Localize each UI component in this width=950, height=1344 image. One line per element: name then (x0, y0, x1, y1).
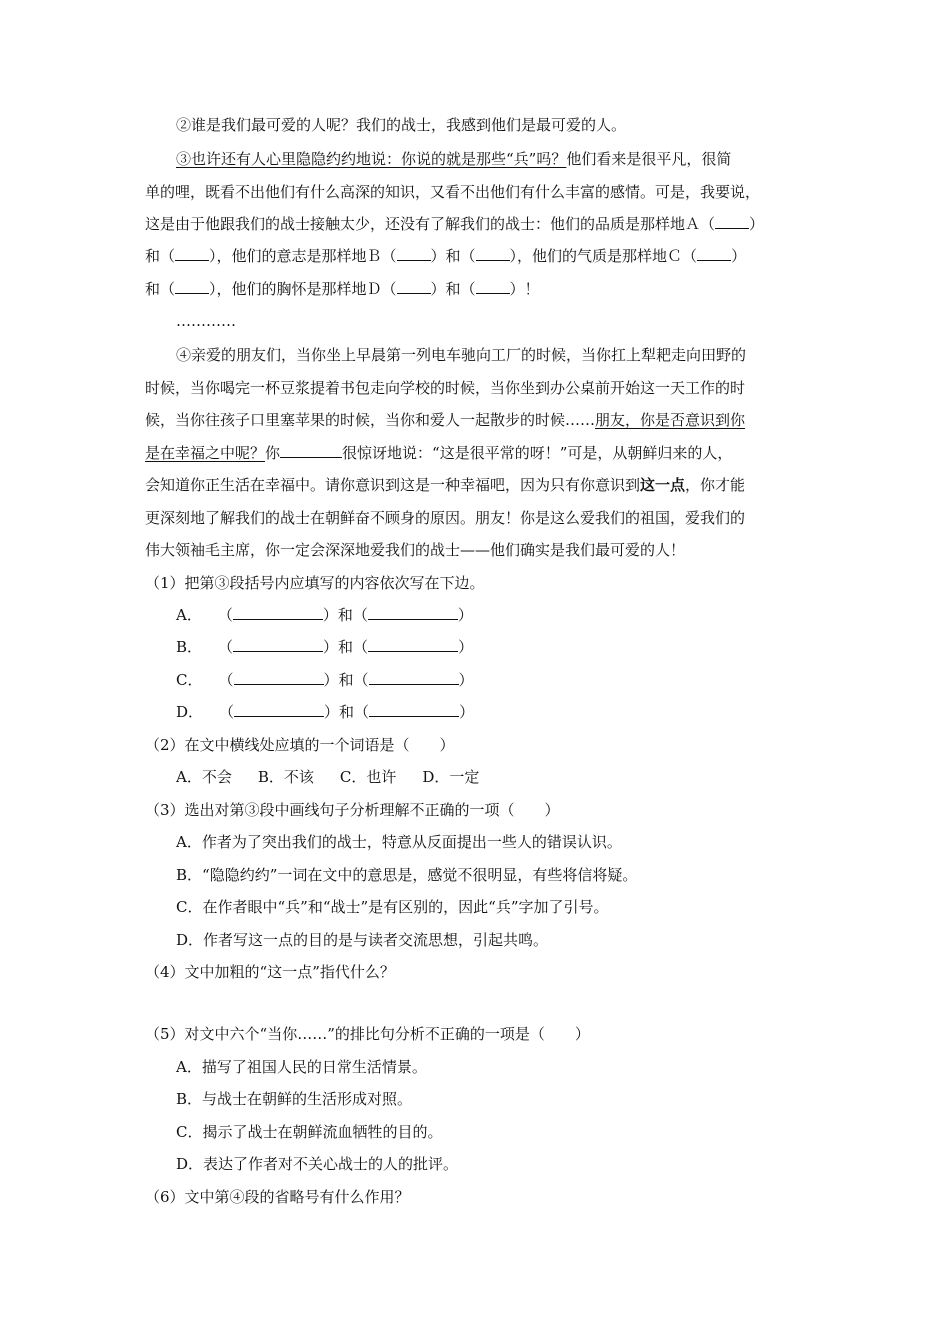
question-3-option-c[interactable]: C．在作者眼中“兵”和“战士”是有区别的，因此“兵”字加了引号。 (176, 898, 609, 916)
blank-b2[interactable] (476, 246, 510, 261)
bold-phrase: 这一点 (640, 476, 686, 494)
question-5-option-a[interactable]: A．描写了祖国人民的日常生活情景。 (176, 1058, 427, 1076)
option-a[interactable]: A．不会 (176, 768, 232, 786)
question-5-option-c[interactable]: C．揭示了战士在朝鲜流血牺牲的目的。 (176, 1123, 443, 1141)
answer-blank-a2[interactable] (368, 605, 458, 620)
answer-blank-c2[interactable] (369, 670, 459, 685)
question-3-option-a[interactable]: A．作者为了突出我们的战士，特意从反面提出一些人的错误认识。 (176, 833, 622, 851)
question-3-option-b[interactable]: B．“隐隐约约”一词在文中的意思是，感觉不很明显，有些将信将疑。 (176, 866, 638, 884)
ellipsis-line: ………… (176, 312, 236, 330)
question-2-stem: （2）在文中横线处应填的一个词语是（ ） (145, 736, 455, 754)
answer-blank-a1[interactable] (233, 605, 323, 620)
word-blank[interactable] (280, 443, 342, 458)
paragraph-4-line-1: ④亲爱的朋友们，当你坐上早晨第一列电车驰向工厂的时候，当你扛上犁耙走向田野的 (176, 346, 747, 364)
underlined-question-part-1: 朋友，你是否意识到你 (595, 411, 746, 429)
answer-blank-d1[interactable] (234, 702, 324, 717)
question-1-stem: （1）把第③段括号内应填写的内容依次写在下边。 (145, 574, 485, 592)
question-5-stem: （5）对文中六个“当你……”的排比句分析不正确的一项是（ ） (145, 1025, 590, 1043)
blank-d1[interactable] (397, 279, 431, 294)
question-1-row-b: B． （ ）和（ ） (176, 638, 474, 656)
blank-d2[interactable] (476, 279, 510, 294)
question-3-stem: （3）选出对第③段中画线句子分析理解不正确的一项（ ） (145, 801, 560, 819)
question-3-option-d[interactable]: D．作者写这一点的目的是与读者交流思想，引起共鸣。 (176, 931, 549, 949)
paragraph-3-line-3: 这是由于他跟我们的战士接触太少，还没有了解我们的战士：他们的品质是那样地Ａ（ ） (145, 215, 765, 233)
answer-blank-b2[interactable] (368, 637, 458, 652)
question-6-stem: （6）文中第④段的省略号有什么作用？ (145, 1188, 410, 1206)
paragraph-4-line-5: 会知道你正生活在幸福中。请你意识到这是一种幸福吧，因为只有你意识到这一点，你才能 (145, 476, 746, 494)
paragraph-4-line-3: 候，当你往孩子口里塞苹果的时候，当你和爱人一起散步的时候……朋友，你是否意识到你 (145, 411, 746, 429)
question-1-row-c: C． （ ）和（ ） (176, 671, 474, 689)
paragraph-2: ②谁是我们最可爱的人呢？我们的战士，我感到他们是最可爱的人。 (176, 116, 627, 134)
question-5-option-d[interactable]: D．表达了作者对不关心战士的人的批评。 (176, 1155, 459, 1173)
answer-blank-c1[interactable] (234, 670, 324, 685)
answer-blank-b1[interactable] (233, 637, 323, 652)
underlined-sentence: ③也许还有人心里隐隐约约地说：你说的就是那些“兵”吗？ (176, 150, 567, 168)
answer-blank-d2[interactable] (369, 702, 459, 717)
paragraph-3-line-4: 和（ ），他们的意志是那样地Ｂ（ ）和（ ），他们的气质是那样地Ｃ（ ） (145, 247, 747, 265)
blank-c1[interactable] (697, 246, 731, 261)
question-2-options (176, 767, 479, 787)
paragraph-4-line-2: 时候，当你喝完一杯豆浆提着书包走向学校的时候，当你坐到办公桌前开始这一天工作的时 (145, 379, 746, 397)
option-d[interactable]: D．一定 (422, 768, 480, 786)
underlined-question-part-2: 是在幸福之中呢？ (145, 444, 266, 462)
blank-a1[interactable] (715, 214, 749, 229)
option-c[interactable]: C．也许 (339, 768, 397, 786)
paragraph-3-line-5: 和（ ），他们的胸怀是那样地Ｄ（ ）和（ ）！ (145, 280, 540, 298)
blank-b1[interactable] (397, 246, 431, 261)
paragraph-3-line-2: 单的哩，既看不出他们有什么高深的知识，又看不出他们有什么丰富的感情。可是，我要说， (145, 183, 761, 201)
question-1-row-d: D． （ ）和（ ） (176, 703, 475, 721)
option-b[interactable]: B．不该 (257, 768, 314, 786)
question-1-row-a: A． （ ）和（ ） (176, 606, 473, 624)
question-4-stem: （4）文中加粗的“这一点”指代什么？ (145, 963, 395, 981)
paragraph-4-line-7: 伟大领袖毛主席，你一定会深深地爱我们的战士——他们确实是我们最可爱的人！ (145, 541, 686, 559)
question-5-option-b[interactable]: B．与战士在朝鲜的生活形成对照。 (176, 1090, 413, 1108)
paragraph-4-line-4: 是在幸福之中呢？你 很惊讶地说：“这是很平常的呀！”可是，从朝鲜归来的人， (145, 444, 733, 462)
paragraph-4-line-6: 更深刻地了解我们的战士在朝鲜奋不顾身的原因。朋友！你是这么爱我们的祖国，爱我们的 (145, 509, 746, 527)
blank-a2[interactable] (175, 246, 209, 261)
paragraph-3-line-1: ③也许还有人心里隐隐约约地说：你说的就是那些“兵”吗？他们看来是很平凡，很简 (176, 150, 732, 168)
blank-c2[interactable] (175, 279, 209, 294)
